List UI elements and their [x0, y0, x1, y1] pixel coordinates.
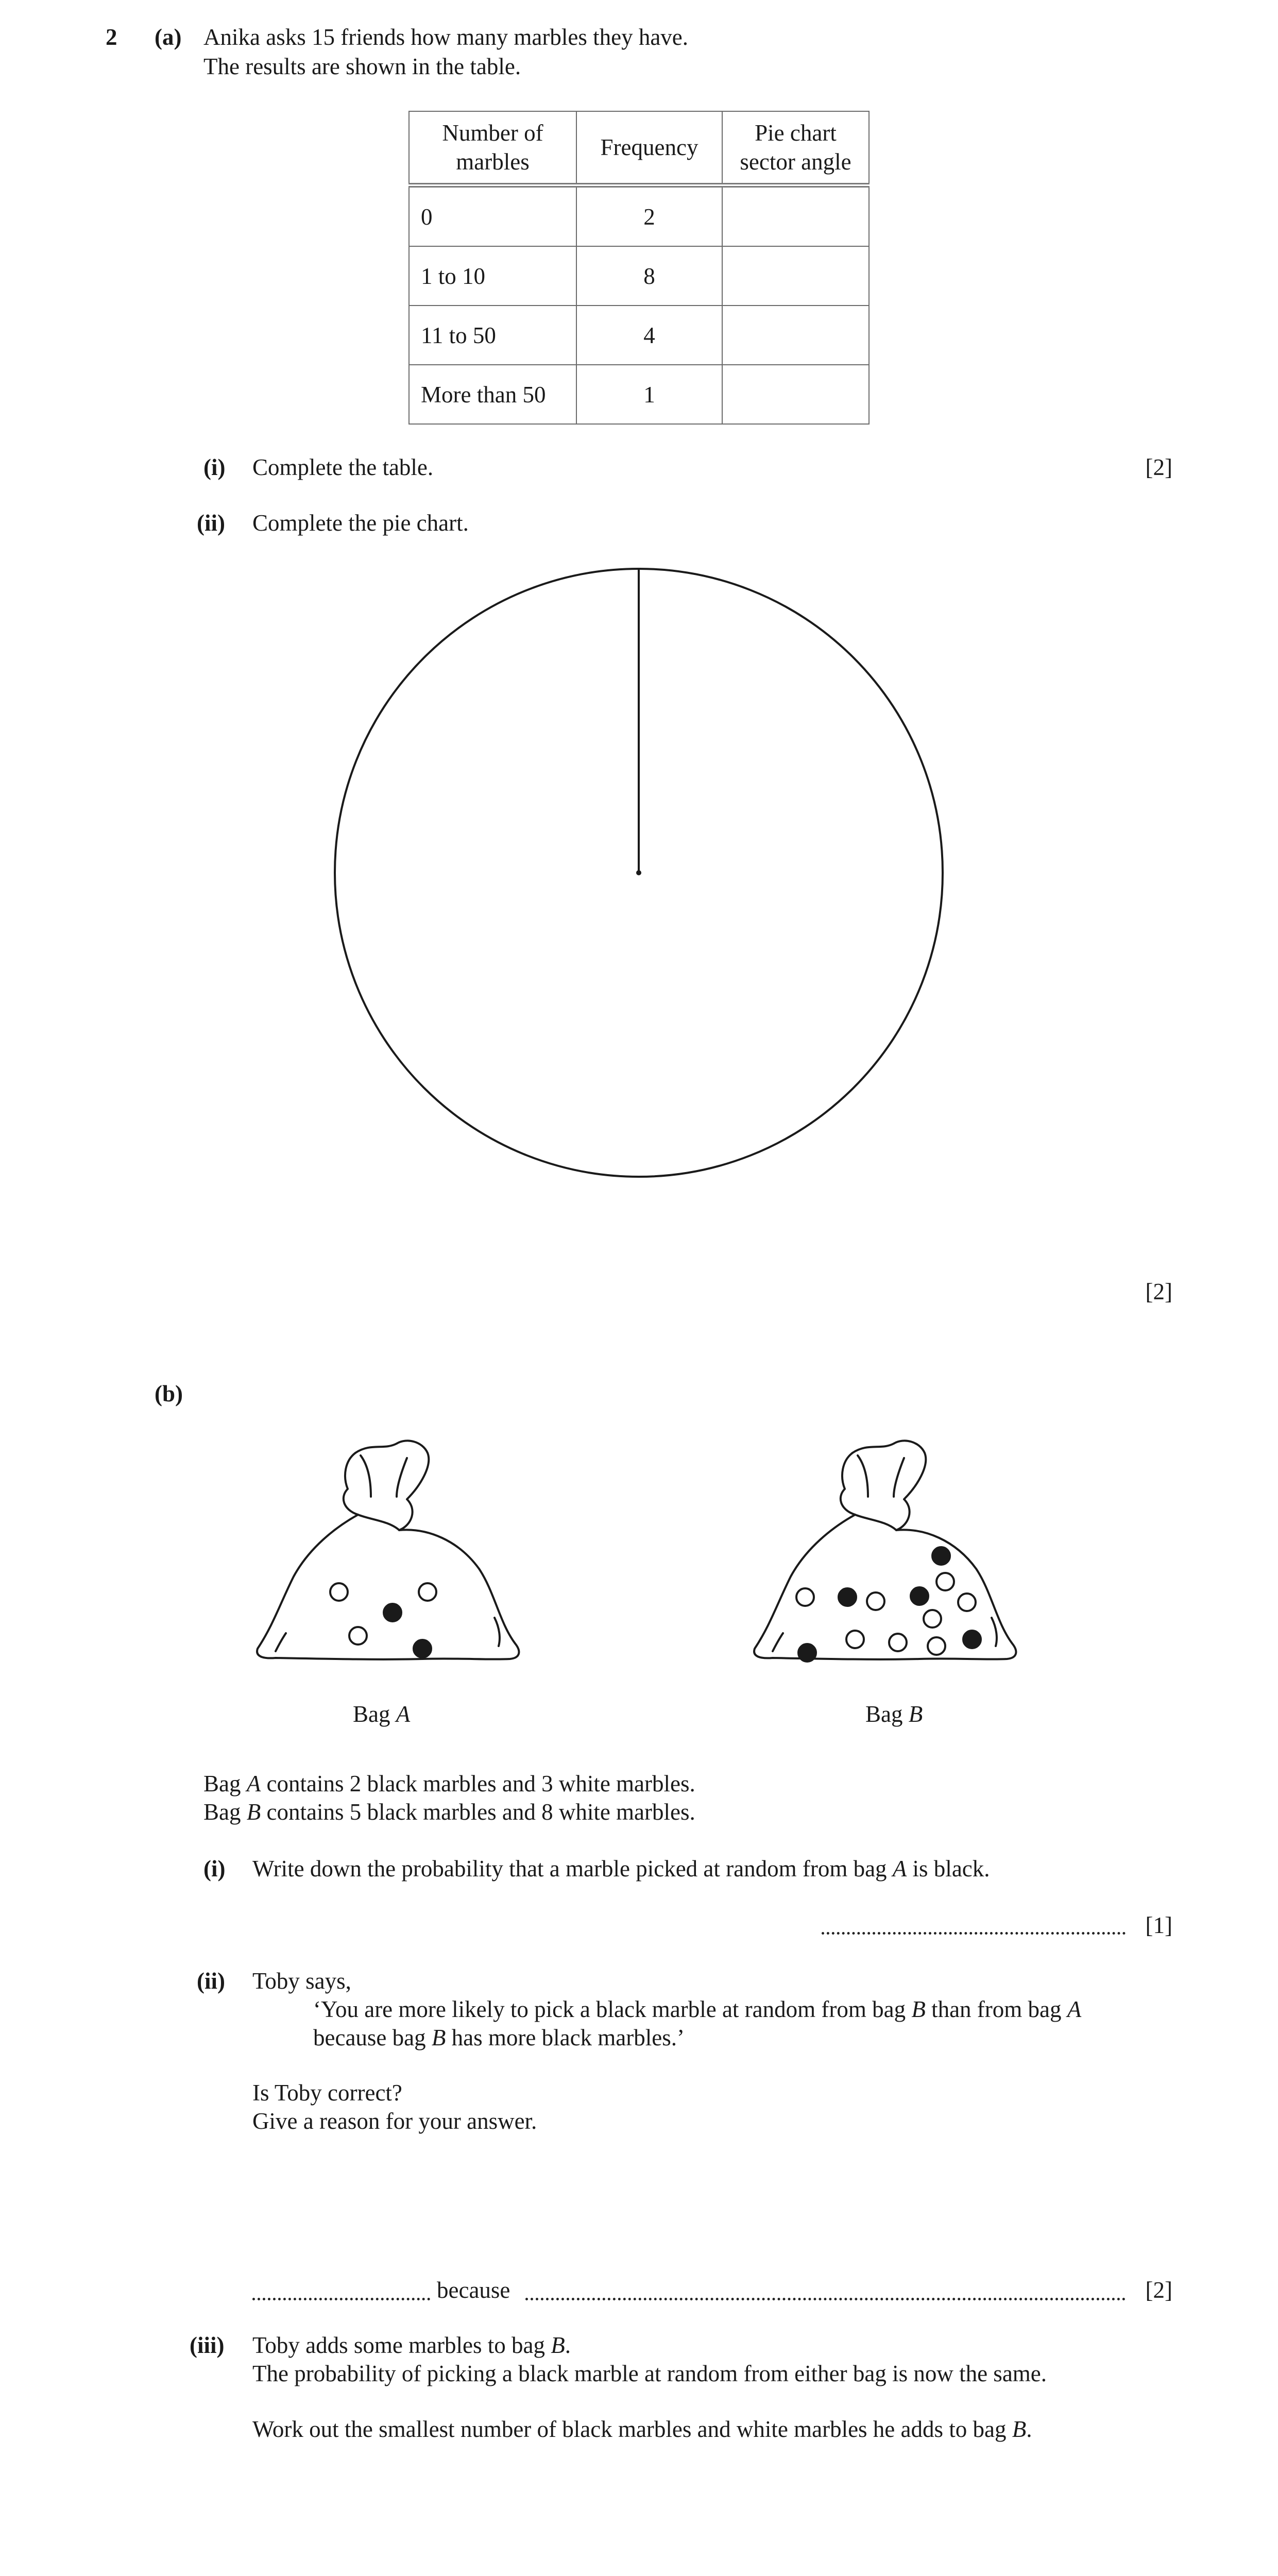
toby-quote-line2 [313, 2024, 685, 2052]
part-b-ii-reason-line[interactable] [525, 2298, 1126, 2300]
bag-a-caption [353, 1700, 410, 1728]
black-marble [932, 1547, 950, 1565]
table-row [409, 365, 869, 424]
italic-letter: B [551, 2332, 565, 2358]
part-b-iii-line3 [252, 2415, 1032, 2443]
sector-angle-answer-cell[interactable] [722, 365, 869, 424]
sector-angle-answer-cell[interactable] [722, 306, 869, 365]
part-b-ii-marks: [2] [1145, 2277, 1172, 2303]
part-a-label: (a) [155, 24, 182, 50]
header-line: marbles [456, 149, 530, 175]
white-marble [867, 1592, 884, 1610]
italic-letter: A [246, 1771, 261, 1797]
text: contains 5 black marbles and 8 white marbles. [261, 1799, 695, 1825]
header-line: sector angle [740, 149, 851, 175]
white-marble [419, 1583, 436, 1601]
part-b-i-marks: [1] [1145, 1912, 1172, 1938]
bag-contents-line1 [203, 1770, 695, 1798]
frequency-cell: 8 [576, 246, 722, 306]
white-marble [924, 1610, 941, 1628]
text: Bag [203, 1799, 247, 1825]
white-marble [928, 1637, 945, 1655]
text: Write down the probability that a marble picked at random from bag [252, 1856, 893, 1882]
text: is black. [907, 1856, 990, 1882]
black-marble [384, 1604, 401, 1621]
frequency-cell: 1 [576, 365, 722, 424]
italic-letter: B [911, 1996, 926, 2022]
italic-letter: B [1012, 2416, 1027, 2442]
bag-b-caption [865, 1700, 923, 1728]
white-marble [330, 1583, 348, 1601]
text: . [1026, 2416, 1032, 2442]
black-marble [839, 1588, 856, 1606]
sector-angle-answer-cell[interactable] [722, 246, 869, 306]
part-b-ii-answer-yes-no-line[interactable] [252, 2298, 430, 2300]
frequency-cell: 4 [576, 306, 722, 365]
italic-letter: A [892, 1856, 907, 1882]
bag-b-marbles [796, 1547, 981, 1662]
header-pie-chart-sector-angle [722, 111, 869, 185]
frequency-cell: 2 [576, 185, 722, 247]
part-b-i-text [252, 1855, 990, 1883]
black-marble [414, 1640, 431, 1657]
bag-contents-line2 [203, 1798, 695, 1826]
text: Bag [203, 1771, 247, 1797]
category-cell: More than 50 [409, 365, 576, 424]
text: Toby adds some marbles to bag [252, 2332, 551, 2358]
bag-a-marbles [330, 1583, 436, 1657]
black-marble [911, 1587, 928, 1605]
part-b-iii-line2: The probability of picking a black marble at random from either bag is now the same. [252, 2361, 1047, 2386]
part-b-ii-question1: Is Toby correct? [252, 2080, 402, 2106]
pie-chart-centre-dot [636, 870, 641, 875]
part-a-ii-text: Complete the pie chart. [252, 510, 469, 536]
category-cell: 11 to 50 [409, 306, 576, 365]
part-a-i-label: (i) [203, 454, 226, 480]
italic-letter: B [431, 2025, 446, 2050]
part-a-i-marks: [2] [1145, 454, 1172, 480]
italic-letter: A [1067, 1996, 1082, 2022]
part-b-label: (b) [155, 1381, 183, 1406]
white-marble [958, 1594, 976, 1611]
marbles-frequency-table [408, 111, 870, 425]
part-b-i-label: (i) [203, 1856, 226, 1882]
part-b-ii-question2: Give a reason for your answer. [252, 2108, 537, 2134]
italic-letter: B [246, 1799, 261, 1825]
part-a-intro-line2: The results are shown in the table. [203, 54, 521, 79]
black-marble [963, 1631, 981, 1648]
white-marble [936, 1573, 954, 1590]
text: because bag [313, 2025, 432, 2050]
category-cell: 0 [409, 185, 576, 247]
category-cell: 1 to 10 [409, 246, 576, 306]
toby-quote-line1 [313, 1995, 1081, 2023]
text: has more black marbles.’ [446, 2025, 685, 2050]
part-a-ii-label: (ii) [197, 510, 225, 536]
white-marble [796, 1588, 814, 1606]
header-line: Pie chart [755, 120, 837, 146]
part-a-ii-marks: [2] [1145, 1279, 1172, 1304]
part-b-iii-line1 [252, 2331, 571, 2359]
question-number: 2 [106, 24, 117, 50]
text: . [565, 2332, 571, 2358]
white-marble [349, 1627, 367, 1645]
text: ‘You are more likely to pick a black marble at random from bag [313, 1996, 912, 2022]
part-a-i-text: Complete the table. [252, 454, 434, 480]
caption-letter: A [396, 1701, 411, 1727]
black-marble [798, 1644, 816, 1662]
part-b-ii-label: (ii) [197, 1968, 225, 1994]
part-b-i-answer-line[interactable] [822, 1932, 1126, 1935]
text: than from bag [925, 1996, 1067, 2022]
table-row [409, 246, 869, 306]
pie-chart[interactable] [330, 567, 948, 1185]
header-number-of-marbles [409, 111, 576, 185]
sector-angle-answer-cell[interactable] [722, 185, 869, 247]
because-label: because [437, 2277, 510, 2303]
table-row [409, 306, 869, 365]
part-b-iii-label: (iii) [190, 2332, 225, 2358]
caption-text: Bag [353, 1701, 396, 1727]
part-a-intro-line1: Anika asks 15 friends how many marbles they have. [203, 24, 689, 50]
white-marble [846, 1631, 864, 1648]
header-frequency [576, 111, 722, 185]
caption-letter: B [908, 1701, 923, 1727]
table-header-row [409, 111, 869, 185]
text: Work out the smallest number of black marbles and white marbles he adds to bag [252, 2416, 1012, 2442]
bag-b-illustration [749, 1437, 1028, 1680]
table-row [409, 185, 869, 247]
text: contains 2 black marbles and 3 white marbles. [261, 1771, 695, 1797]
header-line: Frequency [600, 134, 698, 160]
caption-text: Bag [865, 1701, 909, 1727]
bag-a-illustration [252, 1437, 531, 1680]
white-marble [889, 1634, 907, 1651]
part-b-ii-text: Toby says, [252, 1968, 351, 1994]
header-line: Number of [442, 120, 543, 146]
